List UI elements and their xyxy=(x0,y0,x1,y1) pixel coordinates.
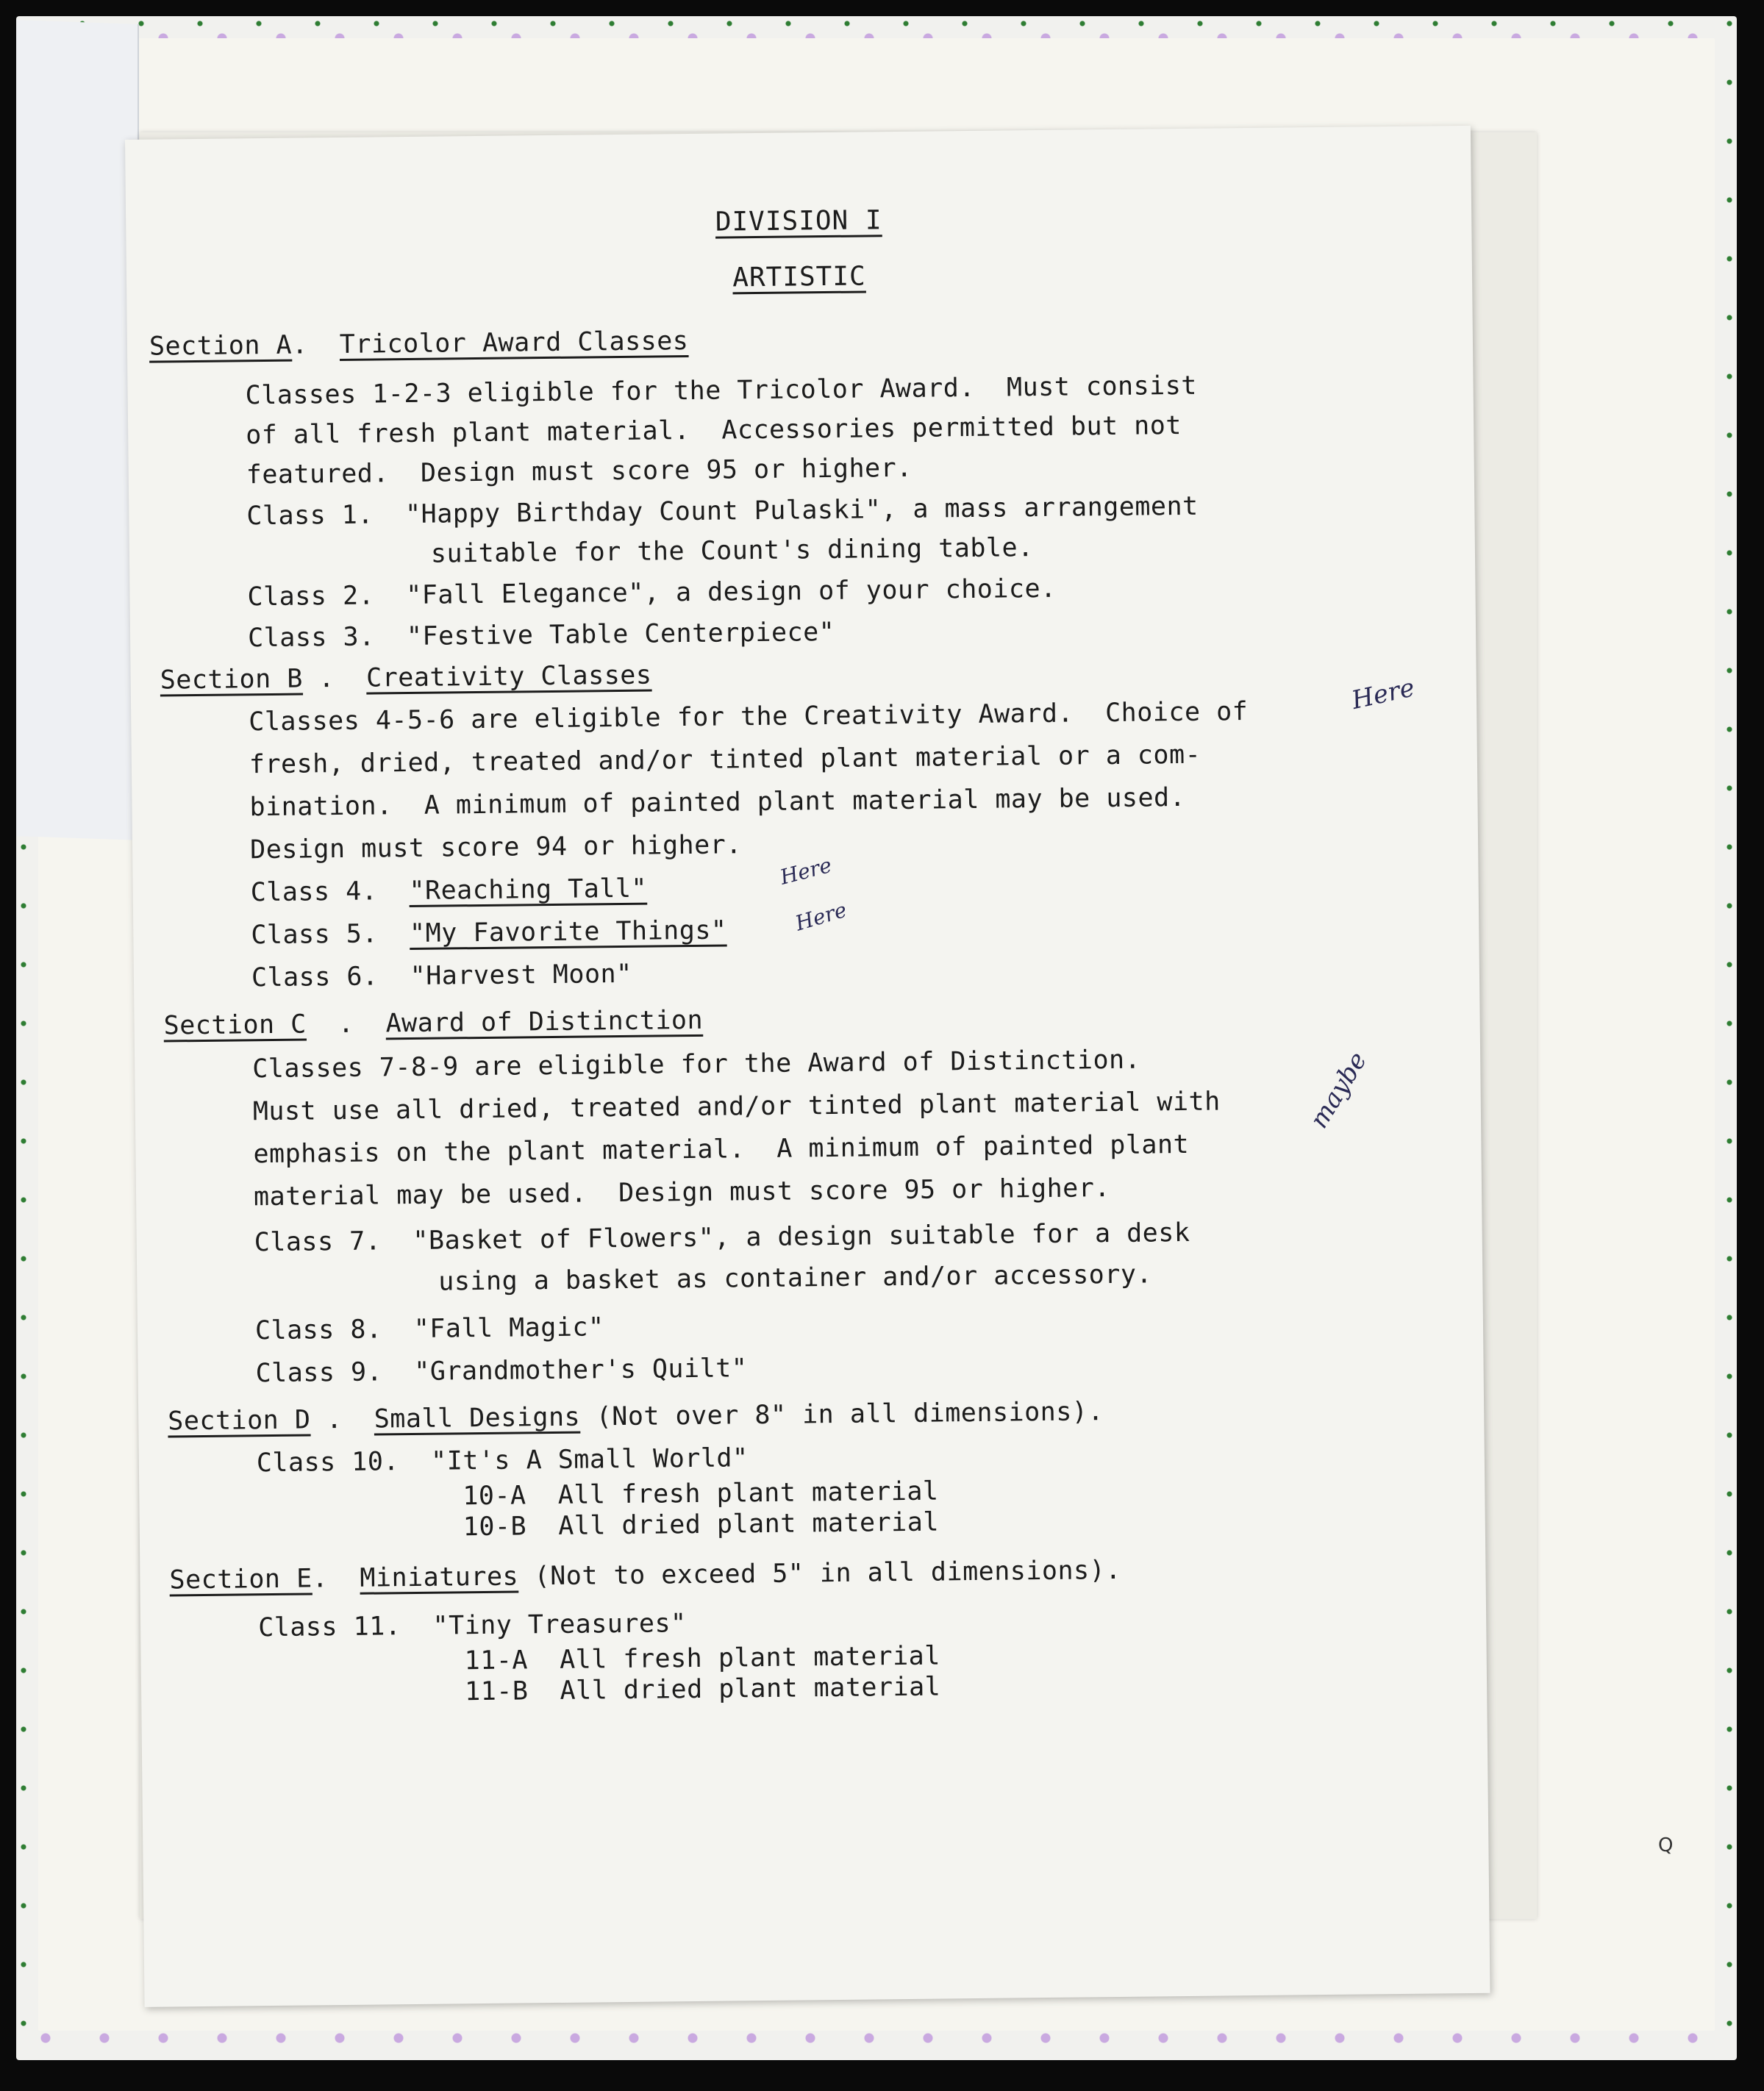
division-subtitle: ARTISTIC xyxy=(732,261,866,293)
section-e-header: Section E. Miniatures (Not to exceed 5" in all dimensions). xyxy=(169,1555,1121,1595)
handwritten-note: Here xyxy=(792,897,850,936)
binder-flap xyxy=(16,20,139,840)
class-11a: 11-A All fresh plant material xyxy=(464,1641,941,1676)
section-a-desc-line: featured. Design must score 95 or higher. xyxy=(246,453,913,490)
section-c-desc-line: Classes 7-8-9 are eligible for the Award of Distinction. xyxy=(252,1045,1141,1084)
section-b-desc-line: fresh, dried, treated and/or tinted plant material or a com- xyxy=(249,740,1201,780)
class-8: Class 8. "Fall Magic" xyxy=(254,1312,604,1346)
handwritten-note: maybe xyxy=(1304,1046,1374,1134)
section-b-desc-line: bination. A minimum of painted plant material may be used. xyxy=(249,782,1186,823)
class-7-detail: using a basket as container and/or accessory. xyxy=(438,1259,1153,1297)
handwritten-note: Here xyxy=(777,852,835,890)
section-b-desc-line: Classes 4-5-6 are eligible for the Creativity Award. Choice of xyxy=(249,697,1249,737)
handwritten-note: Here xyxy=(1349,673,1418,716)
class-7: Class 7. "Basket of Flowers", a design suitable for a desk xyxy=(254,1218,1190,1258)
class-10a: 10-A All fresh plant material xyxy=(463,1476,939,1512)
class-3: Class 3. "Festive Table Centerpiece" xyxy=(247,617,835,654)
section-c-desc-line: Must use all dried, treated and/or tinted plant material with xyxy=(252,1087,1221,1127)
section-a-desc-line: Classes 1-2-3 eligible for the Tricolor Award. Must consist xyxy=(245,371,1198,411)
class-10b: 10-B All dried plant material xyxy=(463,1507,940,1543)
section-d-header: Section D . Small Designs (Not over 8" in all dimensions). xyxy=(168,1397,1104,1437)
class-9: Class 9. "Grandmother's Quilt" xyxy=(255,1354,748,1389)
section-b-desc-line: Design must score 94 or higher. xyxy=(249,830,743,865)
class-4: Class 4. "Reaching Tall" xyxy=(250,873,648,908)
section-a-desc-line: of all fresh plant material. Accessories permitted but not xyxy=(246,410,1182,451)
class-2: Class 2. "Fall Elegance", a design of your choice. xyxy=(247,573,1057,612)
division-title: DIVISION I xyxy=(715,205,882,237)
class-1-detail: suitable for the Count's dining table. xyxy=(430,533,1034,569)
class-10: Class 10. "It's A Small World" xyxy=(256,1443,749,1479)
class-1: Class 1. "Happy Birthday Count Pulaski", a mass arrangement xyxy=(246,491,1199,532)
page-mark: Q xyxy=(1658,1834,1674,1856)
class-11: Class 11. "Tiny Treasures" xyxy=(257,1609,687,1643)
document-page xyxy=(125,126,1490,2007)
section-c-desc-line: material may be used. Design must score 95 or higher. xyxy=(253,1173,1111,1212)
class-5: Class 5. "My Favorite Things" xyxy=(251,915,727,951)
class-11b: 11-B All dried plant material xyxy=(464,1672,941,1707)
section-c-desc-line: emphasis on the plant material. A minimum of painted plant xyxy=(253,1129,1190,1170)
class-6: Class 6. "Harvest Moon" xyxy=(251,959,632,993)
section-a-header: Section A. Tricolor Award Classes xyxy=(149,326,689,362)
section-c-header: Section C . Award of Distinction xyxy=(163,1005,704,1041)
section-b-header: Section B . Creativity Classes xyxy=(160,660,652,696)
